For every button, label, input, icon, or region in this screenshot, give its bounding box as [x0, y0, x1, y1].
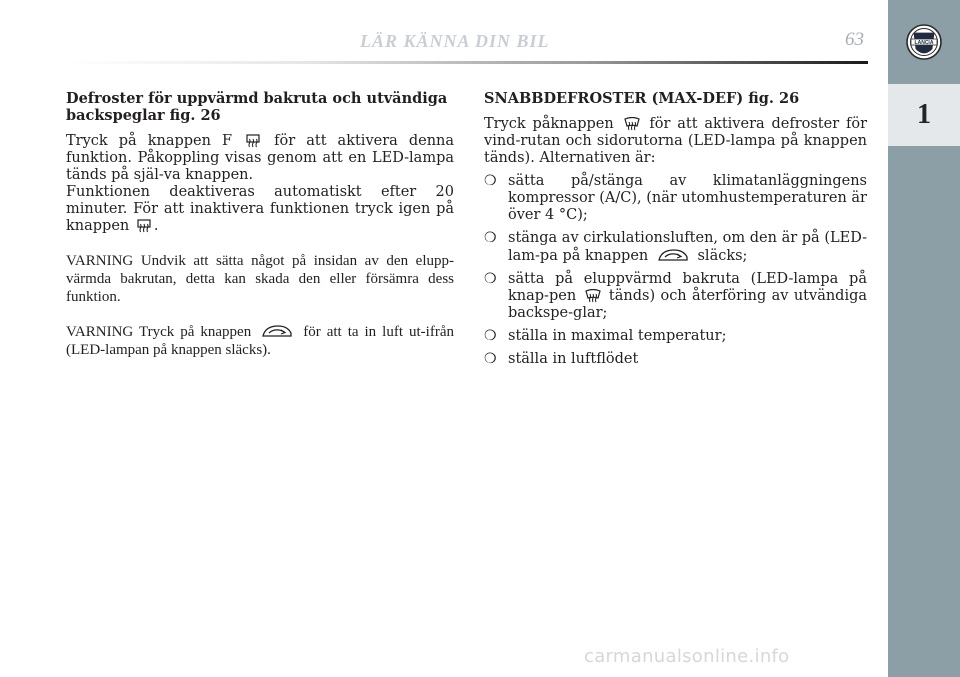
section-heading-max-def: SNABBDEFROSTER (MAX-DEF) fig. 26 [484, 90, 800, 107]
recirculation-icon [656, 247, 690, 263]
right-column [484, 90, 867, 374]
section-heading-rear-defroster: Defroster för uppvärmd bakruta och utvändiga backspeglar fig. 26 [66, 90, 448, 124]
chapter-tab: 1 [888, 84, 960, 146]
rear-defrost-icon [246, 134, 260, 148]
list-item: ❍ ställa in luftflödet [484, 351, 639, 367]
rear-defrost-icon [137, 219, 151, 233]
paragraph-max-def-intro: Tryck påknappen för att aktivera defroster för vind-rutan och sidorutorna (LED-lampa på knappen tänds). Alternativen är: [484, 116, 868, 166]
watermark: carmanualsonline.info [584, 646, 790, 667]
windscreen-defrost-icon [624, 117, 640, 131]
list-item: ❍ sätta på/stänga av klimatanläggningens kompressor (A/C), (när utomhustemperaturen är över 4 °C); [484, 173, 867, 223]
lancia-logo-icon [906, 23, 942, 61]
bullet-glyph: ❍ [484, 328, 497, 344]
max-def-options-list [484, 173, 867, 368]
paragraph-deactivate: Funktionen deaktiveras automatiskt efter 20 minuter. För att inaktivera funktionen tryck igen på knappen . [66, 184, 454, 234]
svg-text:LANCIA: LANCIA [914, 40, 934, 46]
bullet-glyph: ❍ [484, 230, 497, 246]
list-item: ❍ sätta på eluppvärmd bakruta (LED-lampa på knap-pen tänds) och återföring av utvändiga backspe-glar; [484, 271, 868, 321]
recirculation-icon [260, 323, 294, 339]
bullet-glyph: ❍ [484, 351, 497, 367]
paragraph-activate: Tryck på knappen F för att aktivera denna funktion. Påkoppling visas genom att en LED-lampa tänds på själ-va knappen. [66, 133, 455, 183]
bullet-glyph: ❍ [484, 173, 497, 189]
windscreen-defrost-icon [585, 289, 601, 303]
warning-rear-window: VARNING Undvik att sätta något på insidan av den elupp-värmda bakrutan, detta kan skada den eller försämra dess funktion. [66, 253, 454, 305]
header-divider [66, 61, 868, 64]
left-column [66, 90, 454, 359]
page-number: 63 [845, 29, 864, 50]
section-title: LÄR KÄNNA DIN BIL [360, 31, 550, 51]
warning-recirculation: VARNING Tryck på knappen för att ta in luft ut-ifrån (LED-lampan på knappen släcks). [66, 324, 454, 358]
list-item: ❍ ställa in maximal temperatur; [484, 328, 727, 344]
list-item: ❍ stänga av cirkulationsluften, om den är på (LED-lam-pa på knappen släcks; [484, 230, 867, 264]
bullet-glyph: ❍ [484, 271, 497, 287]
